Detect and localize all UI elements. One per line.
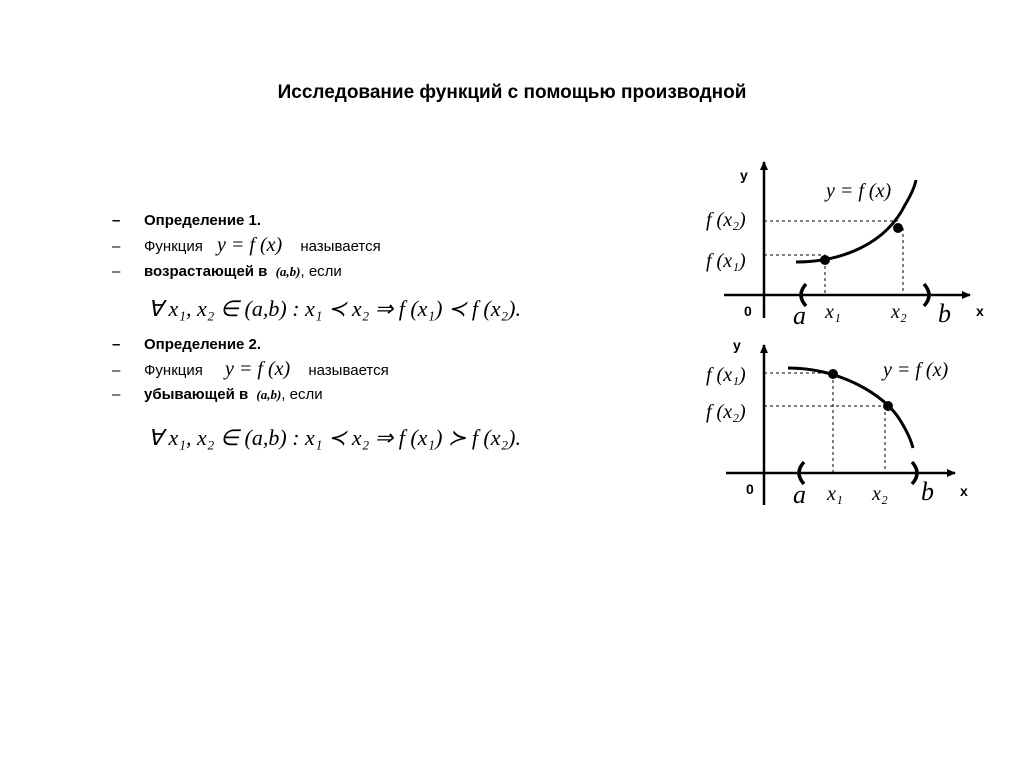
point-x2 xyxy=(893,223,903,233)
x2-label: x₂ xyxy=(891,301,907,323)
bullet-dash: – xyxy=(112,212,121,229)
x1-label: x₁ xyxy=(827,483,843,505)
decreasing-graph xyxy=(706,337,968,509)
curve-label: y = f (x) xyxy=(883,359,949,381)
called-word: называется xyxy=(300,238,381,255)
x-axis-label: x xyxy=(960,483,968,499)
function-word: Функция xyxy=(144,362,203,379)
definition2-formula: ∀ x₁, x₂ ∈ (a,b) : x₁ ≺ x₂ ⇒ f (x₁) ≻ f (x₂). xyxy=(148,425,522,450)
origin-label: 0 xyxy=(744,303,752,319)
slide-title: Исследование функций с помощью производной xyxy=(277,82,747,103)
y-axis-label: y xyxy=(733,337,741,353)
fx1-label: f (x₁) xyxy=(706,250,746,272)
fx1-label: f (x₁) xyxy=(706,364,746,386)
curve-label: y = f (x) xyxy=(826,180,892,202)
b-label: b xyxy=(921,477,934,506)
origin-label: 0 xyxy=(746,481,754,497)
fx2-label: f (x₂) xyxy=(706,401,746,423)
y-axis-label: y xyxy=(740,167,748,183)
called-word: называется xyxy=(308,362,389,379)
bullet-dash: – xyxy=(112,336,121,353)
x1-label: x₁ xyxy=(825,301,841,323)
b-label: b xyxy=(938,299,951,328)
increasing-graph xyxy=(706,162,984,330)
point-x2 xyxy=(883,401,893,411)
function-word: Функция xyxy=(144,238,203,255)
interval: (a,b) xyxy=(275,264,301,279)
function-math: y = f (x) xyxy=(225,358,291,380)
if-word: , если xyxy=(281,386,323,403)
definition1-formula: ∀ x₁, x₂ ∈ (a,b) : x₁ ≺ x₂ ⇒ f (x₁) ≺ f (x₂). xyxy=(148,296,522,321)
x-axis-label: x xyxy=(976,303,984,319)
point-x1 xyxy=(820,255,830,265)
kind-word: возрастающей в xyxy=(144,263,268,280)
interval: (a,b) xyxy=(256,387,282,402)
kind-word: убывающей в xyxy=(144,386,249,403)
definition1-heading: Определение 1. xyxy=(144,212,262,229)
function-math: y = f (x) xyxy=(217,234,283,256)
bullet-dash: – xyxy=(112,362,121,379)
fx2-label: f (x₂) xyxy=(706,209,746,231)
x2-label: x₂ xyxy=(872,483,888,505)
if-word: , если xyxy=(300,263,342,280)
bullet-dash: – xyxy=(112,238,121,255)
definition2-heading: Определение 2. xyxy=(144,336,262,353)
a-label: a xyxy=(793,480,806,509)
bullet-dash: – xyxy=(112,386,121,403)
bullet-dash: – xyxy=(112,263,121,280)
a-label: a xyxy=(793,301,806,330)
point-x1 xyxy=(828,369,838,379)
